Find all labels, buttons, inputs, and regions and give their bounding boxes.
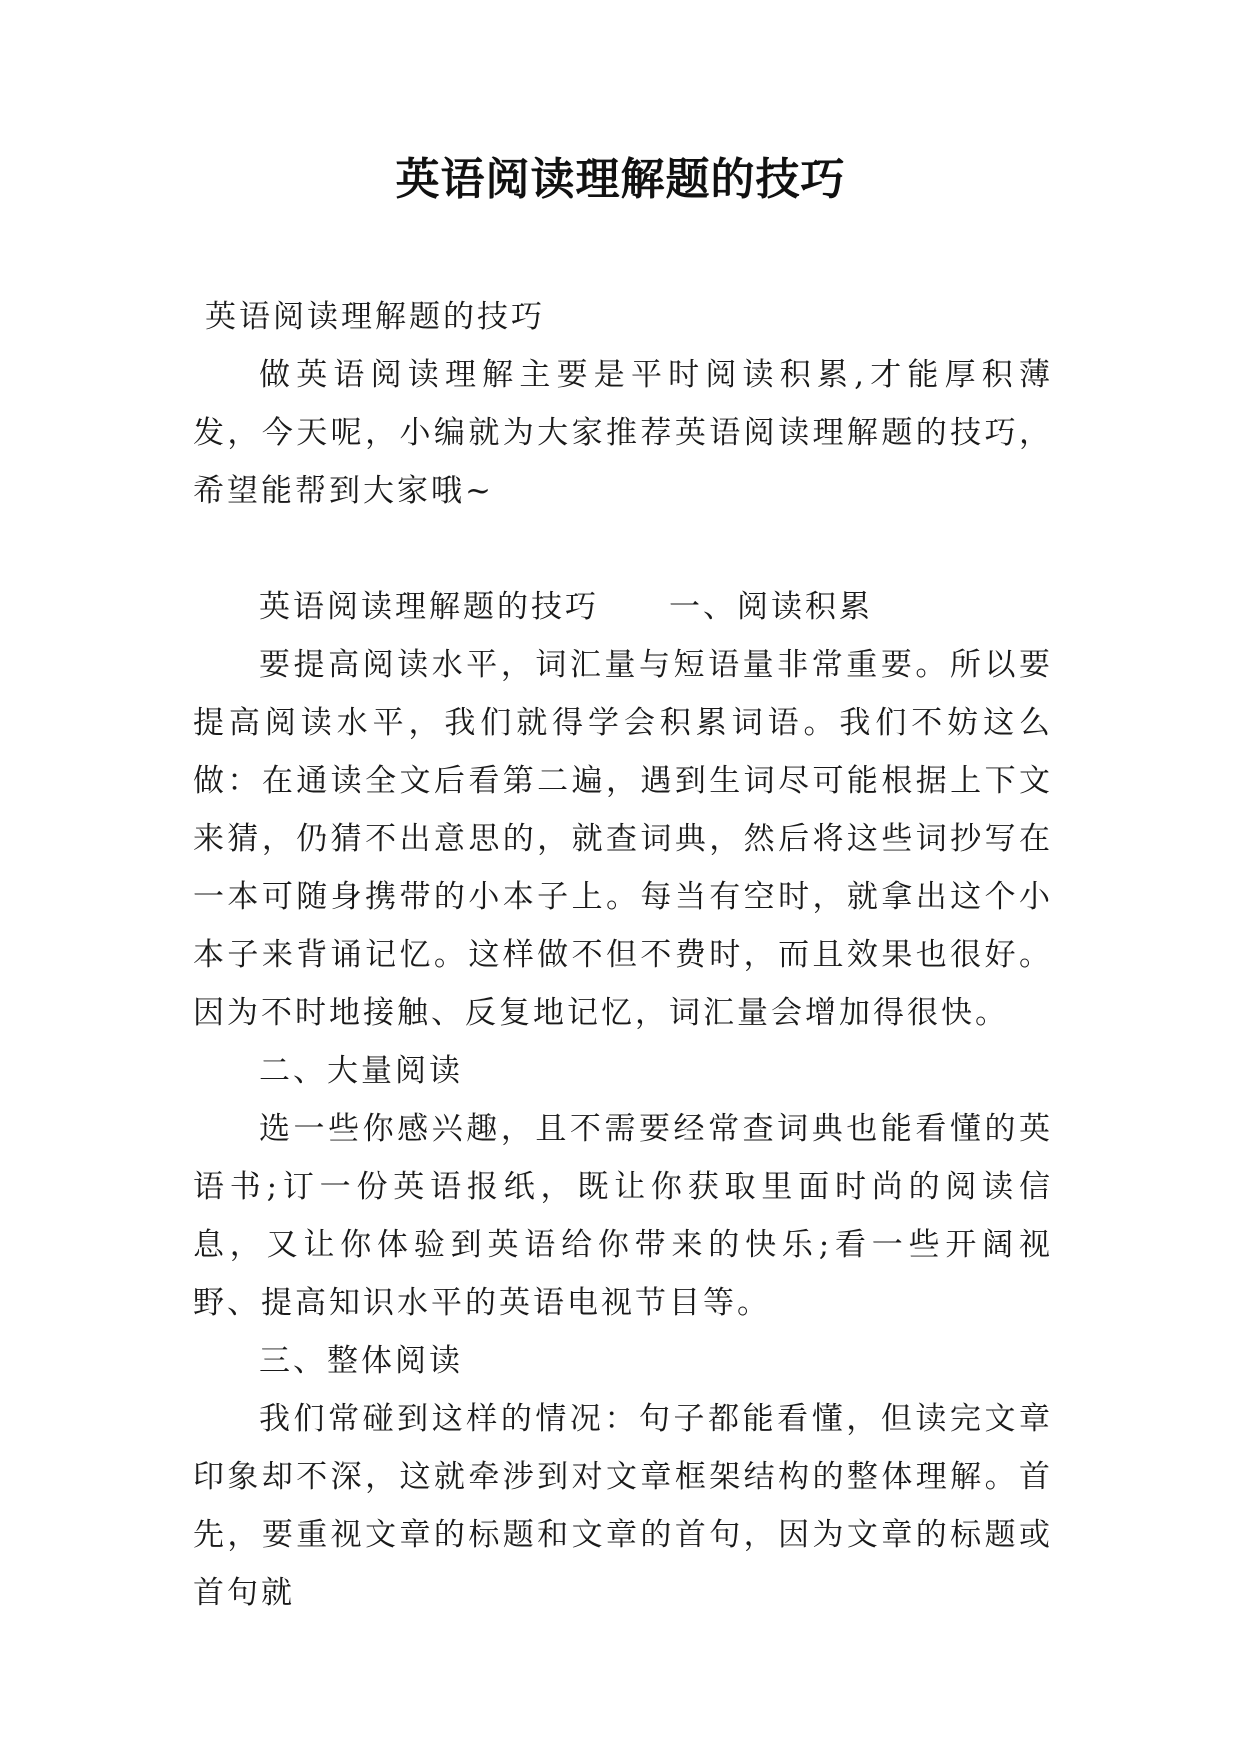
- document-subtitle: 英语阅读理解题的技巧: [205, 299, 545, 335]
- section-1-heading: 一、阅读积累: [669, 589, 873, 625]
- section-3-heading: 三、整体阅读: [259, 1343, 463, 1379]
- document-body: [193, 288, 1053, 1622]
- intro-paragraph: 做英语阅读理解主要是平时阅读积累,才能厚积薄发，今天呢，小编就为大家推荐英语阅读理解题的技巧，希望能帮到大家哦~: [193, 357, 1053, 509]
- section-2-heading: 二、大量阅读: [259, 1053, 463, 1089]
- section-2-paragraph: 选一些你感兴趣，且不需要经常查词典也能看懂的英语书;订一份英语报纸，既让你获取里面时尚的阅读信息，又让你体验到英语给你带来的快乐;看一些开阔视野、提高知识水平的英语电视节目等。: [193, 1111, 1053, 1321]
- section-1-heading-line: [193, 578, 1053, 636]
- section-3-paragraph: 我们常碰到这样的情况：句子都能看懂，但读完文章印象却不深，这就牵涉到对文章框架结构的整体理解。首先，要重视文章的标题和文章的首句，因为文章的标题或首句就: [193, 1401, 1053, 1611]
- section-1-paragraph: 要提高阅读水平，词汇量与短语量非常重要。所以要提高阅读水平，我们就得学会积累词语。我们不妨这么做：在通读全文后看第二遍，遇到生词尽可能根据上下文来猜，仍猜不出意思的，就查词典，然后将这些词抄写在一本可随身携带的小本子上。每当有空时，就拿出这个小本子来背诵记忆。这样做不但不费时，而且效果也很好。因为不时地接触、反复地记忆，词汇量会增加得很快。: [193, 647, 1053, 1031]
- section-1-lead: 英语阅读理解题的技巧: [259, 589, 599, 625]
- document-title: 英语阅读理解题的技巧: [395, 154, 846, 205]
